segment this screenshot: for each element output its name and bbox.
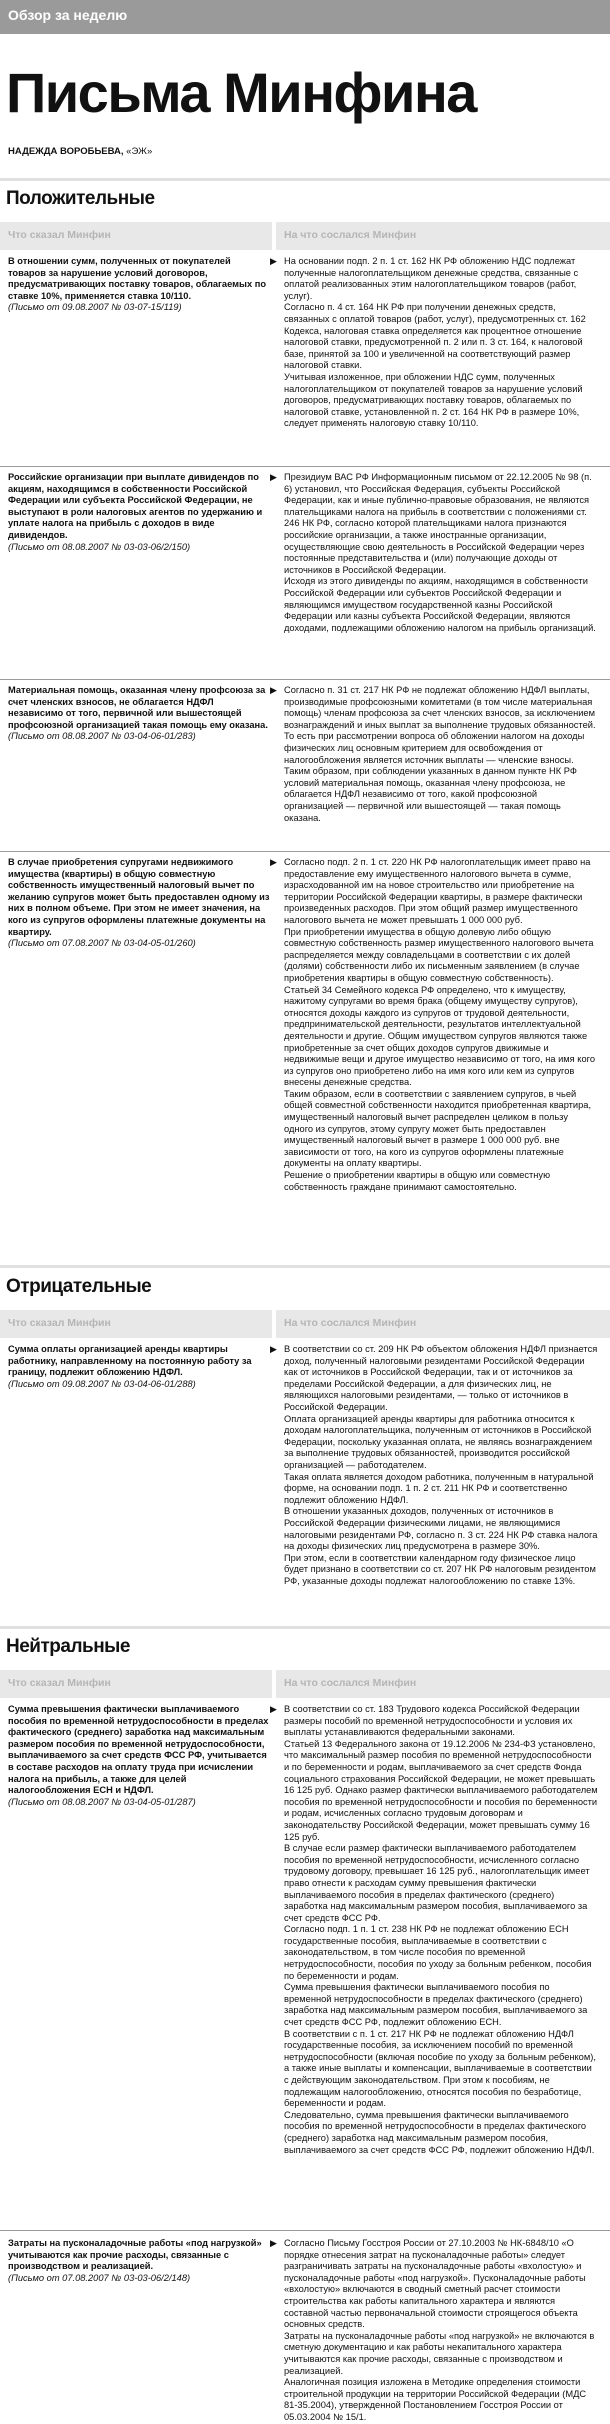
column-header-right xyxy=(276,1670,610,1698)
basis-paragraph: Затраты на пусконаладочные работы «под нагрузкой» не включаются в сметную документацию и как работы некапитального характера учитываются как прочие расходы, связанные с производством и реализацией. xyxy=(284,2330,595,2376)
letter-row xyxy=(0,1704,610,2214)
row-separator xyxy=(0,2230,610,2231)
letter-basis xyxy=(270,857,598,1193)
column-header-left xyxy=(0,1670,272,1698)
triangle-right-icon: ▶ xyxy=(270,1344,277,1354)
basis-paragraph: Оплата организацией аренды квартиры для работника относится к доходам налогоплательщика, полученным от источников в Российской Федерации, поскольку указанная оплата, не являясь вознаграждением за выполнение трудовых обязанностей, производится российской организацией — работодателем. xyxy=(284,1413,593,1470)
header-label: Обзор за неделю xyxy=(8,7,128,23)
column-header-right-label: На что сослался Минфин xyxy=(284,229,417,241)
letter-basis xyxy=(270,685,598,824)
basis-paragraph: Согласно п. 31 ст. 217 НК РФ не подлежат обложению НДФЛ выплаты, производимые профсоюзными комитетами (в том числе материальная помощь) членам профсоюза за счет членских взносов, за исключением вознаграждений и иных выплат за выполнение трудовых обязанностей. xyxy=(284,685,596,730)
row-separator xyxy=(0,851,610,852)
basis-paragraph: Статьей 34 Семейного кодекса РФ определено, что к имуществу, нажитому супругами во время брака (общему имуществу супругов), относятся доходы каждого из супругов от трудовой деятельности, предпринимательской деятельности, результатов интеллектуальной деятельности и другие. Общим имуществом супругов являются также приобретенные за счет общих доходов супругов движимые и недвижимые вещи и другое имущество независимо от того, на имя кого из супругов оно приобретено либо на имя кого или кем из супругов внесены денежные средства. xyxy=(284,984,595,1088)
letter-reference: (Письмо от 09.08.2007 № 03-04-06-01/288) xyxy=(8,1378,196,1389)
basis-paragraph: Президиум ВАС РФ Информационным письмом от 22.12.2005 № 98 (п. 6) установил, что Российская Федерация, субъекты Российской Федерации, как и иные публично-правовые образования, не являются плательщиками налога на прибыль в соответствии с положениями ст. 246 НК РФ, согласно которой плательщиками налога признаются российские организации, а также иностранные организации, осуществляющие свою деятельность в Российской Федерации через постоянные представительства и (или) получающие доходы от источников в Российской Федерации. xyxy=(284,472,592,575)
triangle-right-icon: ▶ xyxy=(270,2238,277,2248)
basis-paragraph: Согласно подп. 1 п. 1 ст. 238 НК РФ не подлежат обложению ЕСН государственные пособия, выплачиваемые в соответствии с законодательством, в том числе пособия по временной нетрудоспособности, пособия по уходу за больным ребенком, пособия по беременности и родам. xyxy=(284,1924,592,1981)
triangle-right-icon: ▶ xyxy=(270,857,277,867)
basis-paragraph: В соответствии со ст. 209 НК РФ объектом обложения НДФЛ признается доход, полученный налоговыми резидентами Российской Федерации как от источников в Российской Федерации, так и от источников за пределами Российской Федерации, а для физических лиц, не являющихся налоговыми резидентами, — только от источников в Российской Федерации. xyxy=(284,1344,598,1412)
header-bar xyxy=(0,0,610,34)
basis-paragraph: Решение о приобретении квартиры в общую или совместную собственность граждане принимают самостоятельно. xyxy=(284,1170,551,1192)
basis-paragraph: Таким образом, при соблюдении указанных в данном пункте НК РФ условий материальная помощь, оказанная члену профсоюза, не облагается НДФЛ независимо от того, какой профсоюзной организацией — первичной или вышестоящей — такая помощь оказана. xyxy=(284,766,577,823)
basis-paragraph: При этом, если в соответствии календарном году физическое лицо будет признано в соответствии со ст. 207 НК РФ налоговым резидентом РФ, указанные доходы подлежат налогообложению по ставке 13%. xyxy=(284,1552,596,1586)
letter-row xyxy=(0,685,610,845)
basis-paragraph: То есть при рассмотрении вопроса об обложении налогом на доходы физических лиц основным критерием для освобождения от налогообложения является источник выплаты — членские взносы. xyxy=(284,731,585,765)
letter-reference: (Письмо от 07.08.2007 № 03-04-05-01/260) xyxy=(8,938,196,949)
letter-basis xyxy=(270,1344,598,1587)
letter-row xyxy=(0,1344,610,1614)
row-separator xyxy=(0,679,610,680)
letter-summary xyxy=(8,1344,270,1390)
author-name: НАДЕЖДА ВОРОБЬЕВА, xyxy=(8,146,124,157)
basis-paragraph: В соответствии с п. 1 ст. 217 НК РФ не подлежат обложению НДФЛ государственные пособия, за исключением пособий по временной нетрудоспособности (включая пособие по уходу за больным ребенком), а также иные выплаты и компенсации, выплачиваемые в соответствии с действующим законодательством. При этом к пособиям, не подлежащим налогообложению, относятся пособия по безработице, беременности и родам. xyxy=(284,2028,596,2109)
letter-row xyxy=(0,857,610,1257)
basis-paragraph: Сумма превышения фактически выплачиваемого пособия по временной нетрудоспособности в пределах фактического (среднего) заработка над максимальным размером пособия, выплачиваемого за счет средств ФСС РФ, подлежит обложению ЕСН. xyxy=(284,1982,588,2028)
column-header-left-label: Что сказал Минфин xyxy=(8,1317,111,1329)
column-header-right-label: На что сослался Минфин xyxy=(284,1677,417,1689)
page-title: Письма Минфина xyxy=(6,61,476,124)
letter-question: Сумма оплаты организацией аренды квартиры работнику, направленному на постоянную работу за границу, подлежит обложению НДФЛ. xyxy=(8,1344,252,1378)
basis-paragraph: Согласно подп. 2 п. 1 ст. 220 НК РФ налогоплательщик имеет право на предоставление ему имущественного налогового вычета в сумме, израсходованной им на новое строительство или приобретение на территории Российской Федерации квартиры, в размере фактически произведенных расходов. При этом общий размер имущественного налогового вычета не может превышать 1 000 000 руб. xyxy=(284,857,591,925)
letter-question: Российские организации при выплате дивидендов по акциям, находящимся в собственности Российской Федерации или субъекта Российской Федерации, не выступают в роли налоговых агентов по удержанию и уплате налога на прибыль с доходов в виде дивидендов. xyxy=(8,472,263,540)
basis-paragraph: Аналогичная позиция изложена в Методике определения стоимости строительной продукции на территории Российской Федерации (МДС 81-35.2004), утвержденной Постановлением Госстроя России от 05.03.2004 № 15/1. xyxy=(284,2377,587,2422)
author-org: «ЭЖ» xyxy=(126,146,153,157)
letter-question: Сумма превышения фактически выплачиваемого пособия по временной нетрудоспособности в пределах фактического (среднего) заработка над максимальным размером пособия по временной нетрудоспособности, выплачиваемого за счет средств ФСС РФ, учитывается в составе расходов на оплату труда при исчислении налога на прибыль, а также для целей налогообложения ЕСН и НДФЛ. xyxy=(8,1704,269,1796)
basis-paragraph: Учитывая изложенное, при обложении НДС сумм, полученных налогоплательщиком от покупателей товаров за нарушение условий договоров, предусматривающих поставку товаров, облагаемых по налоговой ставке, установленной п. 2 ст. 164 НК РФ в размере 10%, следует применять налоговую ставку 10/110. xyxy=(284,371,583,429)
basis-paragraph: В отношении указанных доходов, полученных от источников в Российской Федерации физическими лицами, не являющимися налоговыми резидентами РФ, согласно п. 3 ст. 224 НК РФ ставка налога на доходы физических лиц предусмотрена в размере 30%. xyxy=(284,1506,598,1552)
letter-reference: (Письмо от 09.08.2007 № 03-07-15/119) xyxy=(8,302,182,313)
letter-summary xyxy=(8,472,270,553)
column-header-right xyxy=(276,222,610,250)
section-divider xyxy=(0,178,610,181)
column-header-right xyxy=(276,1310,610,1338)
section-title-neutral: Нейтральные xyxy=(6,1636,130,1657)
basis-paragraph: На основании подп. 2 п. 1 ст. 162 НК РФ обложению НДС подлежат полученные налогоплательщиком денежные средства, связанные с оплатой реализованных этим налогоплательщиком товаров (работ, услуг). xyxy=(284,256,579,301)
basis-paragraph: Таким образом, если в соответствии с заявлением супругов, в чьей общей совместной собственности находится приобретенная квартира, имущественный налоговый вычет распределен целиком в пользу одного из супругов, этому супругу может быть предоставлен имущественный налоговый вычет в размере 1 000 000 руб. вне зависимости от того, на кого из супругов оформлены платежные документы на оплату квартиры. xyxy=(284,1088,592,1169)
letter-summary xyxy=(8,256,270,314)
section-divider xyxy=(0,1265,610,1268)
basis-paragraph: Согласно п. 4 ст. 164 НК РФ при получении денежных средств, связанных с оплатой товаров (работ, услуг), предусмотренных ст. 162 Кодекса, налоговая ставка определяется как процентное отношение налоговой ставки, предусмотренной п. 2 или п. 3 ст. 164, к налоговой базе, принятой за 100 и увеличенной на соответствующий размер налоговой ставки. xyxy=(284,302,586,371)
letter-basis xyxy=(270,1704,598,2156)
letter-question: Материальная помощь, оказанная члену профсоюза за счет членских взносов, не облагается НДФЛ независимо от того, первичной или вышестоящей профсоюзной организацией такая помощь ему оказана. xyxy=(8,685,268,730)
letter-basis xyxy=(270,2238,598,2424)
letter-row xyxy=(0,472,610,672)
letter-basis xyxy=(270,472,598,634)
letter-row xyxy=(0,256,610,462)
letter-question: В отношении сумм, полученных от покупателей товаров за нарушение условий договоров, предусматривающих поставку товаров, облагаемых по ставке 10%, применяется ставка 10/110. xyxy=(8,256,266,301)
column-header-right-label: На что сослался Минфин xyxy=(284,1317,417,1329)
letter-reference: (Письмо от 08.08.2007 № 03-04-06-01/283) xyxy=(8,731,196,742)
letter-reference: (Письмо от 07.08.2007 № 03-03-06/2/148) xyxy=(8,2272,191,2283)
triangle-right-icon: ▶ xyxy=(270,256,277,266)
triangle-right-icon: ▶ xyxy=(270,685,277,695)
basis-paragraph: Статьей 13 Федерального закона от 19.12.2006 № 234-ФЗ установлено, что максимальный размер пособия по временной нетрудоспособности и по беременности и родам, выплачиваемого за счет средств Фонда социального страхования Российской Федерации, не может превышать 16 125 руб. Однако размер фактически выплачиваемого работодателем пособия по временной нетрудоспособности и пособия по беременности и родам, исчисленных согласно трудовым договорам и законодательству Российской Федерации, может превышать сумму 16 125 руб. xyxy=(284,1738,598,1842)
basis-paragraph: В случае если размер фактически выплачиваемого работодателем пособия по временной нетрудоспособности, исчисленного согласно трудовому договору, превышает 16 125 руб., налогоплательщик имеет право отнести к расходам сумму превышения фактически выплачиваемого пособия в пределах фактического (среднего) заработка над максимальным размером пособия, выплачиваемого за счет средств ФСС РФ. xyxy=(284,1843,590,1923)
column-header-left-label: Что сказал Минфин xyxy=(8,1677,111,1689)
section-title-negative: Отрицательные xyxy=(6,1276,152,1297)
row-separator xyxy=(0,466,610,467)
letter-question: Затраты на пусконаладочные работы «под нагрузкой» учитываются как прочие расходы, связанные с производством и реализацией. xyxy=(8,2238,262,2272)
basis-paragraph: Следовательно, сумма превышения фактически выплачиваемого пособия по временной нетрудоспособности в пределах фактического (среднего) заработка над максимальным размером пособия, выплачиваемого за счет средств ФСС РФ, подлежит обложению НДФЛ. xyxy=(284,2109,595,2155)
author-line xyxy=(8,146,152,157)
letter-summary xyxy=(8,857,270,950)
section-title-positive: Положительные xyxy=(6,188,155,209)
letter-basis xyxy=(270,256,598,430)
letter-reference: (Письмо от 08.08.2007 № 03-03-06/2/150) xyxy=(8,541,191,552)
basis-paragraph: Согласно Письму Госстроя России от 27.10.2003 № НК-6848/10 «О порядке отнесения затрат на пусконаладочные работы» следует разграничивать затраты на пусконаладочные работы «вхолостую» и пусконаладочные работы «под нагрузкой». Пусконаладочные работы «вхолостую» включаются в сводный сметный расчет стоимости строительства как работы капитального характера и являются составной частью первоначальной стоимости строящегося объекта основных средств. xyxy=(284,2238,586,2330)
column-header-left xyxy=(0,222,272,250)
letter-summary xyxy=(8,1704,270,1808)
letter-summary xyxy=(8,2238,270,2284)
letter-row xyxy=(0,2238,610,2422)
letter-question: В случае приобретения супругами недвижимого имущества (квартиры) в общую совместную собственность имущественный налоговый вычет по желанию супругов может быть предоставлен одному из них в полном объеме. При этом не имеет значения, на кого из супругов оформлены платежные документы на квартиру. xyxy=(8,857,270,937)
letter-summary xyxy=(8,685,270,743)
triangle-right-icon: ▶ xyxy=(270,472,277,482)
letter-reference: (Письмо от 08.08.2007 № 03-04-05-01/287) xyxy=(8,1796,196,1807)
triangle-right-icon: ▶ xyxy=(270,1704,277,1714)
basis-paragraph: Исходя из этого дивиденды по акциям, находящимся в собственности Российской Федерации или субъектов Российской Федерации и являющимся имуществом государственной казны Российской Федерации или казны субъекта Российской Федерации, являются доходами, подлежащими обложению налогом на прибыль организаций. xyxy=(284,576,596,633)
basis-paragraph: При приобретении имущества в общую долевую либо общую совместную собственность размер имущественного налогового вычета распределяется между совладельцами в соответствии с их долей (долями) собственности либо их письменным заявлением (в случае приобретения квартиры в общую совместную собственность). xyxy=(284,926,594,983)
basis-paragraph: В соответствии со ст. 183 Трудового кодекса Российской Федерации размеры пособий по временной нетрудоспособности и условия их выплаты устанавливаются федеральными законами. xyxy=(284,1704,580,1738)
column-header-left-label: Что сказал Минфин xyxy=(8,229,111,241)
basis-paragraph: Такая оплата является доходом работника, полученным в натуральной форме, на основании подп. 1 п. 2 ст. 211 НК РФ и соответственно подлежит обложению НДФЛ. xyxy=(284,1471,594,1505)
column-header-left xyxy=(0,1310,272,1338)
section-divider xyxy=(0,1626,610,1629)
